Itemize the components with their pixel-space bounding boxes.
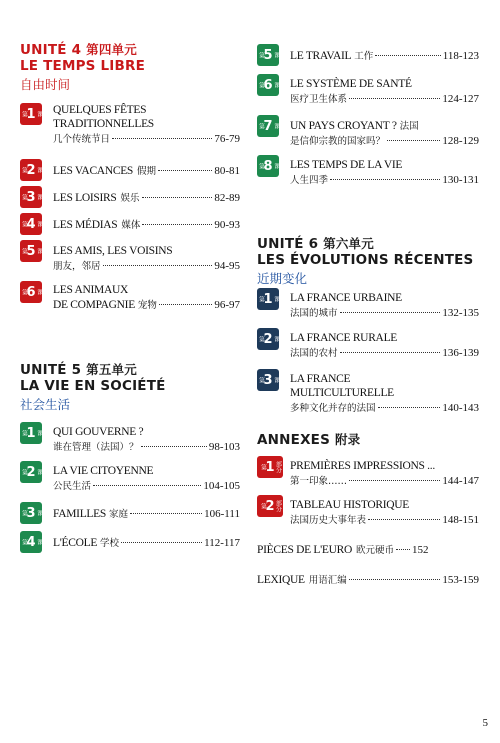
badge-number: 3 (263, 372, 273, 388)
unit6-title-fr: LES ÉVOLUTIONS RÉCENTES (257, 252, 474, 268)
badge-prefix: 第 (20, 469, 28, 475)
lesson-title-fr: LA FRANCE (290, 373, 351, 385)
lesson-badge (20, 461, 42, 483)
lexique-entry[interactable] (257, 572, 479, 587)
badge-suffix: 课 (35, 167, 43, 173)
pieces-title-cn: 欧元硬币 (356, 545, 395, 556)
lesson-pages: 124-127 (442, 93, 479, 105)
leader-dots (121, 542, 202, 543)
unit5-lesson-6[interactable] (257, 74, 479, 108)
unit5-title-cn: 社会生活 (20, 397, 71, 412)
lesson-badge (257, 288, 279, 310)
badge-suffix: 课 (35, 539, 43, 545)
leader-dots (159, 304, 212, 305)
badge-number: 7 (263, 118, 273, 134)
lesson-row (53, 190, 240, 205)
badge-prefix: 第 (257, 296, 265, 302)
lesson-pages: 104-105 (203, 480, 240, 492)
badge-number: 6 (26, 284, 36, 300)
lesson-cn-row (53, 131, 240, 145)
annexes-label: ANNEXES (257, 432, 331, 448)
lesson-title-fr-cn: 法国 (399, 121, 419, 132)
unit6-lesson-2[interactable] (257, 328, 479, 362)
lesson-badge (20, 213, 42, 235)
unit5-lesson-4[interactable] (20, 531, 240, 553)
leader-dots (112, 138, 212, 139)
lesson-title-fr: L'ÉCOLE (53, 537, 98, 549)
leader-dots (340, 312, 441, 313)
lesson-pages: 76-79 (214, 133, 240, 145)
lesson-title-fr: PREMIÈRES IMPRESSIONS ... (290, 460, 435, 472)
leader-dots (368, 519, 440, 520)
lesson-text (53, 283, 240, 312)
badge-prefix: 第 (259, 464, 267, 470)
lesson-text (53, 535, 240, 550)
badge-suffix: 课 (272, 52, 280, 58)
badge-number: 1 (265, 459, 275, 475)
badge-number: 4 (26, 216, 36, 232)
lesson-title-cn: 法国的农村 (290, 348, 338, 359)
badge-prefix: 第 (257, 377, 265, 383)
lesson-title-fr-2: DE COMPAGNIE (53, 299, 135, 311)
unit4-lesson-4[interactable] (20, 213, 240, 235)
lesson-pages: 98-103 (208, 441, 240, 453)
badge-number: 1 (26, 425, 36, 441)
lesson-title-fr: LA FRANCE URBAINE (290, 292, 402, 304)
lesson-text (290, 48, 479, 63)
lesson-title-fr: FAMILLES (53, 508, 106, 520)
lesson-title-cn: 家庭 (108, 509, 128, 520)
unit6-label-cn: 第六单元 (323, 236, 374, 251)
lesson-badge (257, 74, 279, 96)
lesson-title-fr: LES ANIMAUX (53, 284, 128, 296)
lesson-cn-row (290, 345, 479, 359)
unit5-label: UNITÉ 5 (20, 362, 82, 378)
unit6-header (257, 234, 473, 287)
unit6-label: UNITÉ 6 (257, 236, 319, 252)
unit6-lesson-3[interactable] (257, 369, 479, 417)
lesson-text (53, 163, 240, 178)
leader-dots (387, 140, 440, 141)
lesson-title-cn: 宠物 (137, 300, 157, 311)
leader-dots (142, 197, 213, 198)
badge-prefix: 第 (20, 111, 28, 117)
lesson-title-cn: 医疗卫生体系 (290, 94, 348, 105)
lesson-title-fr: LES AMIS, LES VOISINS (53, 245, 173, 257)
lesson-text (53, 244, 240, 272)
badge-prefix: 第 (20, 167, 28, 173)
lesson-cn-row (290, 172, 479, 186)
lesson-badge (20, 531, 42, 553)
badge-suffix: 课 (272, 377, 280, 383)
leader-dots (349, 579, 441, 580)
unit5-title-fr: LA VIE EN SOCIÉTÉ (20, 378, 166, 394)
lesson-title-fr: LES VACANCES (53, 165, 134, 177)
lexique-title-fr: LEXIQUE (257, 574, 305, 586)
lesson-badge (20, 281, 42, 303)
lesson-pages: 90-93 (214, 219, 240, 231)
leader-dots (375, 55, 441, 56)
lesson-pages: 118-123 (442, 50, 479, 62)
badge-prefix: 第 (20, 510, 28, 516)
lesson-badge (20, 422, 42, 444)
lesson-title-cn: 多种文化并存的法国 (290, 403, 376, 414)
lesson-pages: 82-89 (214, 192, 240, 204)
lesson-badge (257, 115, 279, 137)
lesson-row (53, 506, 240, 521)
lesson-title-fr: TABLEAU HISTORIQUE (290, 499, 410, 511)
lesson-title-cn: 第一印象…… (290, 476, 348, 487)
unit5-label-line (20, 360, 166, 378)
badge-number: 5 (263, 47, 273, 63)
badge-suffix: 课 (35, 111, 43, 117)
lesson-text (290, 498, 479, 526)
lesson-pages: 130-131 (442, 174, 479, 186)
lesson-title-fr: LES MÉDIAS (53, 219, 118, 231)
badge-number: 4 (26, 534, 36, 550)
lesson-pages: 136-139 (442, 347, 479, 359)
lesson-title-fr: LES LOISIRS (53, 192, 117, 204)
lesson-badge (257, 44, 279, 66)
unit4-lesson-2[interactable] (20, 159, 240, 181)
badge-suffix: 课 (272, 163, 280, 169)
badge-number: 1 (263, 291, 273, 307)
badge-suffix: 课 (272, 82, 280, 88)
lesson-title-fr: LE TRAVAIL (290, 50, 352, 62)
annexes-header (257, 430, 360, 448)
badge-prefix: 第 (257, 82, 265, 88)
badge-suffix: 课 (35, 469, 43, 475)
lesson-title-cn: 公民生活 (53, 481, 92, 492)
lesson-cn-row (53, 478, 240, 492)
lesson-cn-row (290, 305, 479, 319)
lesson-badge (257, 456, 283, 478)
lesson-title-fr-2: MULTICULTURELLE (290, 387, 394, 399)
lesson-pages: 148-151 (442, 514, 479, 526)
lesson-pages: 128-129 (442, 135, 479, 147)
badge-suffix: 课 (272, 296, 280, 302)
lesson-badge (20, 159, 42, 181)
badge-number: 2 (26, 464, 36, 480)
lesson-cn-row (290, 473, 479, 487)
unit5-lesson-7[interactable] (257, 115, 479, 149)
badge-suffix: 课 (35, 289, 43, 295)
lesson-text (290, 291, 479, 319)
unit6-title-cn: 近期变化 (257, 271, 308, 286)
lesson-cn-row (53, 439, 240, 453)
badge-number: 2 (263, 331, 273, 347)
lesson-row (290, 48, 479, 63)
lesson-pages: 80-81 (214, 165, 240, 177)
pieces-pages: 152 (412, 544, 429, 556)
leader-dots (142, 224, 212, 225)
lesson-title-fr: LE SYSTÈME DE SANTÉ (290, 78, 412, 90)
unit5-lesson-5[interactable] (257, 44, 479, 66)
lesson-title-fr: QUI GOUVERNE ? (53, 426, 144, 438)
lesson-title-fr: UN PAYS CROYANT ? (290, 120, 397, 132)
unit4-header (20, 40, 145, 93)
lesson-title-cn: 法国的城市 (290, 308, 338, 319)
leader-dots (378, 407, 441, 408)
lesson-title-cn: 是信仰宗教的国家吗？ (290, 136, 386, 147)
lesson-text (290, 77, 479, 105)
badge-number: 2 (26, 162, 36, 178)
lesson-text (290, 331, 479, 359)
lesson-text (290, 118, 479, 147)
leader-dots (141, 446, 207, 447)
badge-suffix: 部分 (274, 500, 282, 512)
annexes-label-line (257, 430, 360, 448)
lesson-title-cn: 工作 (354, 51, 374, 62)
lesson-title-cn: 假期 (137, 166, 157, 177)
badge-prefix: 第 (20, 430, 28, 436)
unit6-label-line (257, 234, 473, 252)
lesson-title-cn: 法国历史大事年表 (290, 515, 367, 526)
lesson-badge (20, 186, 42, 208)
annex-part-1[interactable] (257, 456, 479, 486)
lesson-title-cn: 学校 (100, 538, 120, 549)
lesson-cn-row (290, 91, 479, 105)
lesson-title-fr-2: TRADITIONNELLES (53, 118, 154, 130)
lesson-cn-row (290, 400, 479, 414)
lesson-title-cn: 娱乐 (120, 193, 140, 204)
lesson-title-fr: LES TEMPS DE LA VIE (290, 159, 403, 171)
lesson-text (290, 372, 479, 414)
unit5-lesson-2[interactable] (20, 461, 240, 495)
leader-dots (93, 485, 201, 486)
lesson-title-row (290, 118, 479, 133)
lesson-pages: 94-95 (214, 260, 240, 272)
lesson-badge (257, 495, 283, 517)
annexes-label-cn: 附录 (334, 432, 361, 447)
leader-dots (349, 98, 440, 99)
lesson-pages: 132-135 (442, 307, 479, 319)
unit4-lesson-3[interactable] (20, 186, 240, 208)
lesson-title-cn: 几个传统节日 (53, 134, 111, 145)
lesson-text (53, 190, 240, 205)
lesson-text (290, 459, 479, 487)
lesson-row (53, 535, 240, 550)
lesson-badge (20, 240, 42, 262)
badge-suffix: 部分 (274, 461, 282, 473)
unit5-header (20, 360, 166, 413)
lesson-pages: 144-147 (442, 475, 479, 487)
badge-prefix: 第 (20, 248, 28, 254)
lesson-title-cn: 朋友，邻居 (53, 261, 101, 272)
lesson-text (53, 506, 240, 521)
badge-number: 5 (26, 243, 36, 259)
leader-dots (103, 265, 213, 266)
lesson-title-cn: 媒体 (121, 220, 141, 231)
lesson-pages: 140-143 (442, 402, 479, 414)
lesson-row (53, 163, 240, 178)
badge-prefix: 第 (257, 336, 265, 342)
lesson-badge (20, 103, 42, 125)
lesson-row (53, 217, 240, 232)
pieces-title-fr: PIÈCES DE L'EURO (257, 544, 353, 556)
lesson-text (53, 217, 240, 232)
lesson-cn-row (53, 258, 240, 272)
badge-prefix: 第 (20, 289, 28, 295)
lesson-badge (20, 502, 42, 524)
unit5-lesson-8[interactable] (257, 155, 479, 189)
badge-prefix: 第 (257, 52, 265, 58)
lesson-badge (257, 328, 279, 350)
unit4-label: UNITÉ 4 (20, 42, 82, 58)
badge-number: 3 (26, 505, 36, 521)
lesson-pages: 96-97 (214, 299, 240, 311)
badge-prefix: 第 (20, 194, 28, 200)
unit4-label-cn: 第四单元 (86, 42, 137, 57)
badge-suffix: 课 (35, 430, 43, 436)
badge-number: 1 (26, 106, 36, 122)
unit5-lesson-1[interactable] (20, 422, 240, 456)
lesson-pages: 106-111 (204, 508, 240, 520)
lesson-title-cn: 人生四季 (290, 175, 329, 186)
lesson-text (53, 425, 240, 453)
badge-suffix: 课 (272, 123, 280, 129)
badge-prefix: 第 (257, 163, 265, 169)
lesson-title-fr: LA FRANCE RURALE (290, 332, 398, 344)
unit4-lesson-5[interactable] (20, 240, 240, 274)
badge-suffix: 课 (272, 336, 280, 342)
leader-dots (130, 513, 202, 514)
unit4-label-line (20, 40, 145, 58)
badge-suffix: 课 (35, 221, 43, 227)
leader-dots (158, 170, 212, 171)
lesson-text (53, 103, 240, 145)
badge-number: 2 (265, 498, 275, 514)
lesson-badge (257, 369, 279, 391)
badge-suffix: 课 (35, 194, 43, 200)
lesson-pages: 112-117 (204, 537, 240, 549)
badge-number: 8 (263, 158, 273, 174)
lesson-title-fr: LA VIE CITOYENNE (53, 465, 154, 477)
badge-suffix: 课 (35, 510, 43, 516)
lesson-text (53, 464, 240, 492)
badge-prefix: 第 (259, 503, 267, 509)
unit4-lesson-1[interactable] (20, 103, 240, 149)
pieces-de-leuro-entry[interactable] (257, 542, 479, 557)
annex-part-2[interactable] (257, 495, 479, 525)
lesson-text (290, 158, 479, 186)
badge-number: 6 (263, 77, 273, 93)
unit4-title-fr: LE TEMPS LIBRE (20, 58, 146, 74)
leader-dots (330, 179, 440, 180)
unit4-lesson-6[interactable] (20, 281, 240, 315)
unit4-title-cn: 自由时间 (20, 77, 71, 92)
badge-suffix: 课 (35, 248, 43, 254)
badge-prefix: 第 (20, 539, 28, 545)
unit5-lesson-3[interactable] (20, 502, 240, 524)
badge-number: 3 (26, 189, 36, 205)
lesson-row (53, 297, 240, 312)
page-number: 5 (482, 717, 488, 729)
lesson-title-fr: QUELQUES FÊTES (53, 104, 147, 116)
badge-prefix: 第 (20, 221, 28, 227)
lesson-cn-row (290, 133, 479, 147)
lexique-pages: 153-159 (442, 574, 479, 586)
leader-dots (349, 480, 440, 481)
unit5-label-cn: 第五单元 (86, 362, 137, 377)
lesson-badge (257, 155, 279, 177)
lexique-title-cn: 用语汇编 (308, 575, 347, 586)
unit6-lesson-1[interactable] (257, 288, 479, 322)
lesson-title-cn: 谁在管理（法国）？ (53, 442, 139, 453)
lesson-cn-row (290, 512, 479, 526)
leader-dots (396, 549, 410, 550)
badge-prefix: 第 (257, 123, 265, 129)
leader-dots (340, 352, 441, 353)
